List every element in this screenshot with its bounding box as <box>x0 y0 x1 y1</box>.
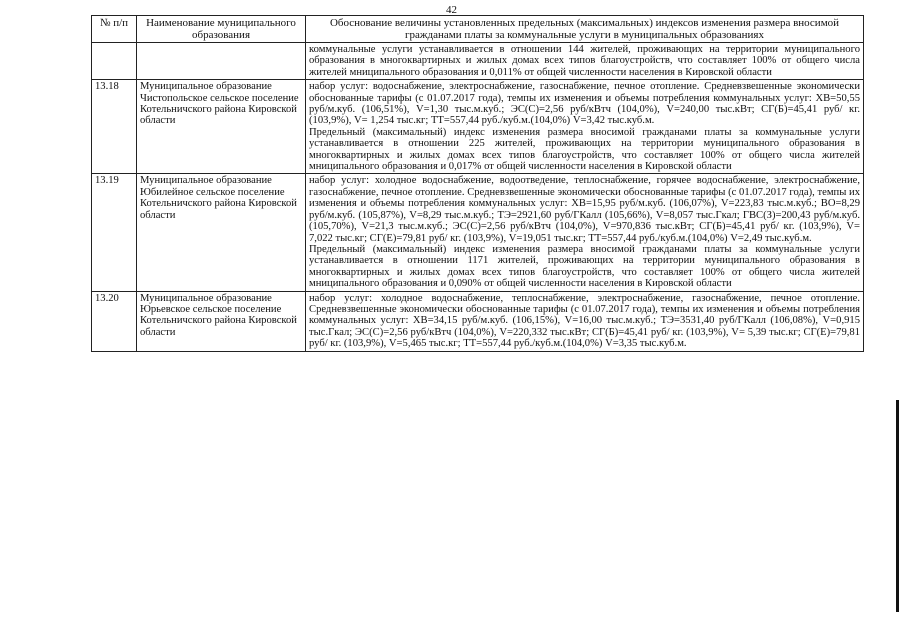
table-row <box>92 291 864 351</box>
header-num: № п/п <box>92 16 137 43</box>
basis-paragraph: набор услуг: холодное водоснабжение, теплоснабжение, электроснабжение, газоснабжение, печное отопление. Средневзвешенные экономически обоснованные тарифы (с 01.07.2017 года), темпы их изменения и объемы потребления коммунальных услуг: ХВ=34,15 руб/м.куб. (106,15%), V=16,00 тыс.м.куб.; ТЭ=3531,40 руб/ГКалл (106,08%), V=0,915 тыс.Гкал; ЭС(С)=2,56 руб/кВтч (104,0%), V=220,332 тыс.кВт; СГ(Б)=45,41 руб/ кг. (103,9%), V= 5,39 тыс.кг; СГ(Е)=79,81 руб/ кг. (103,9%), V=5,465 тыс.кг; ТТ=557,44 руб./куб.м.(104,0%) V=3,35 тыс.куб.м. <box>309 292 860 350</box>
page-number: 42 <box>446 4 457 16</box>
basis-cell <box>306 43 864 80</box>
table-row <box>92 43 864 80</box>
table-header-row <box>92 16 864 43</box>
header-basis: Обоснование величины установленных предельных (максимальных) индексов изменения размера вносимой гражданами платы за коммунальные услуги в муниципальных образованиях <box>306 16 864 43</box>
row-number: 13.19 <box>92 174 137 291</box>
header-name: Наименование муниципального образования <box>137 16 306 43</box>
binding-edge <box>896 400 899 612</box>
basis-paragraph: Предельный (максимальный) индекс изменения размера вносимой гражданами платы за коммунальные услуги устанавливается в отношении 1171 жителей, проживающих на территории муниципального образования в многоквартирных и жилых домах всех типов благоустройств, что составляет 100% от общего числа жителей мниципального образования и 0,090% от общей численности населения в Кировской области <box>309 243 860 290</box>
basis-paragraph: коммунальные услуги устанавливается в отношении 144 жителей, проживающих на территории муниципального образования в многоквартирных и жилых домах всех типов благоустройств, что составляет 100% от общего числа жителей мниципального образования и 0,011% от общей численности населения в Кировской области <box>309 44 860 78</box>
basis-paragraph: набор услуг: холодное водоснабжение, водоотведение, теплоснабжение, горячее водоснабжение, электроснабжение, газоснабжение, печное отопление. Средневзвешенные экономически обоснованные тарифы (с 01.07.2017 года), темпы их изменения и объемы потребления коммунальных услуг: ХВ=15,95 руб/м.куб. (106,07%), V=223,83 тыс.м.куб.; ВО=8,29 руб/м.куб. (105,87%), V=8,29 тыс.м.куб.; ТЭ=2921,60 руб/ГКалл (105,66%), V=8,057 тыс.Гкал; ГВС(З)=200,43 руб/м.куб. (105,70%), V=21,3 тыс.м.куб.; ЭС(С)=2,56 руб/кВтч (104,0%), V=970,836 тыс.кВт; СГ(Б)=45,41 руб/ кг. (103,9%), V= 7,022 тыс.кг; СГ(Е)=79,81 руб/ кг. (103,9%), V=19,051 тыс.кг; ТТ=557,44 руб./куб.м.(104,0%) V=2,49 тыс.куб.м. <box>309 175 860 244</box>
table-row <box>92 174 864 291</box>
row-number: 13.20 <box>92 291 137 351</box>
row-number <box>92 43 137 80</box>
basis-paragraph: Предельный (максимальный) индекс изменения размера вносимой гражданами платы за коммунальные услуги устанавливается в отношении 225 жителей, проживающих на территории муниципального образования в многоквартирных и жилых домах всех типов благоустройств, что составляет 100% от общего числа жителей мниципального образования и 0,017% от общей численности населения в Кировской области <box>309 126 860 173</box>
basis-paragraph: набор услуг: водоснабжение, электроснабжение, газоснабжение, печное отопление. Средневзвешенные экономически обоснованные тарифы (с 01.07.2017 года), темпы их изменения и объемы потребления коммунальных услуг: ХВ=50,55 руб/м.куб. (106,51%), V=1,30 тыс.м.куб.; ЭС(С)=2,56 руб/кВтч (104,0%), V=240,00 тыс.кВт; СГ(Б)=45,41 руб/ кг. (103,9%), V= 1,254 тыс.кг; ТТ=557,44 руб./куб.м.(104,0%) V=3,42 тыс.куб.м. <box>309 81 860 127</box>
row-number: 13.18 <box>92 80 137 174</box>
tariff-table <box>91 15 864 352</box>
basis-cell <box>306 291 864 351</box>
table-row <box>92 80 864 174</box>
municipality-name: Муниципальное образование Юбилейное сельское поселение Котельничского района Кировской области <box>137 174 306 291</box>
basis-cell <box>306 174 864 291</box>
basis-cell <box>306 80 864 174</box>
municipality-name: Муниципальное образование Юрьевское сельское поселение Котельничского района Кировской области <box>137 291 306 351</box>
municipality-name: Муниципальное образование Чистопольское сельское поселение Котельничского района Кировской области <box>137 80 306 174</box>
municipality-name <box>137 43 306 80</box>
